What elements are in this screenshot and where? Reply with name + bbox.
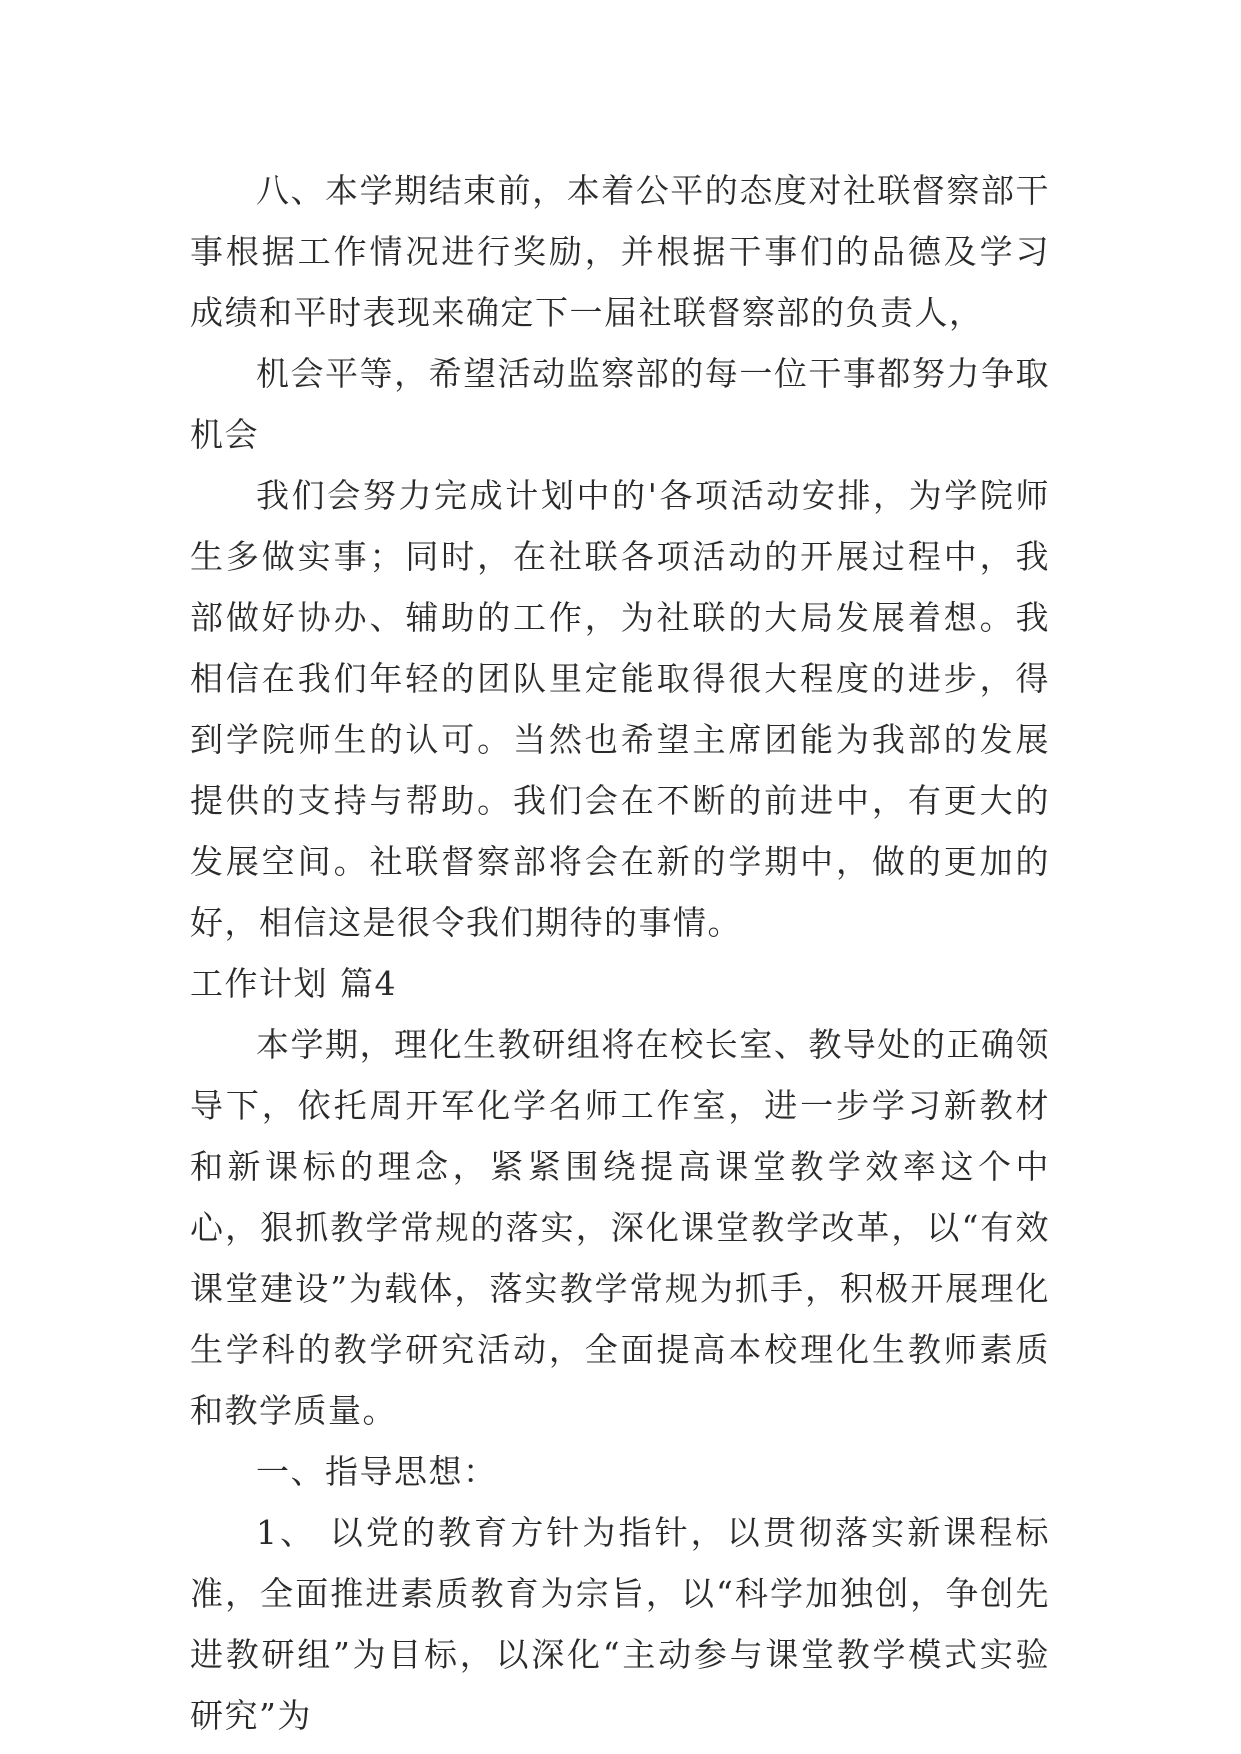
document-page [190, 160, 1050, 1746]
paragraph-equal-opportunity: 机会平等，希望活动监察部的每一位干事都努力争取机会 [190, 354, 1050, 454]
paragraph-summary: 我们会努力完成计划中的'各项活动安排，为学院师生多做实事；同时，在社联各项活动的开展过程中，我部做好协办、辅助的工作，为社联的大局发展着想。我相信在我们年轻的团队里定能取得很大程度的进步，得到学院师生的认可。当然也希望主席团能为我部的发展提供的支持与帮助。我们会在不断的前进中，有更大的发展空间。社联督察部将会在新的学期中，做的更加的好，相信这是很令我们期待的事情。 [190, 476, 1050, 942]
section-heading: 工作计划 篇4 [190, 964, 397, 1003]
paragraph-intro: 本学期，理化生教研组将在校长室、教导处的正确领导下，依托周开军化学名师工作室，进一步学习新教材和新课标的理念，紧紧围绕提高课堂教学效率这个中心，狠抓教学常规的落实，深化课堂教学改革，以“有效课堂建设”为载体，落实教学常规为抓手，积极开展理化生学科的教学研究活动，全面提高本校理化生教师素质和教学质量。 [190, 1025, 1050, 1430]
paragraph-point-1: 1、 以党的教育方针为指针，以贯彻落实新课程标准，全面推进素质教育为宗旨，以“科学加独创，争创先进教研组”为目标，以深化“主动参与课堂教学模式实验研究”为 [190, 1513, 1050, 1735]
paragraph-reward: 八、本学期结束前，本着公平的态度对社联督察部干事根据工作情况进行奖励，并根据干事们的品德及学习成绩和平时表现来确定下一届社联督察部的负责人， [190, 171, 1050, 332]
subheading-guiding-thought: 一、指导思想： [256, 1452, 498, 1491]
